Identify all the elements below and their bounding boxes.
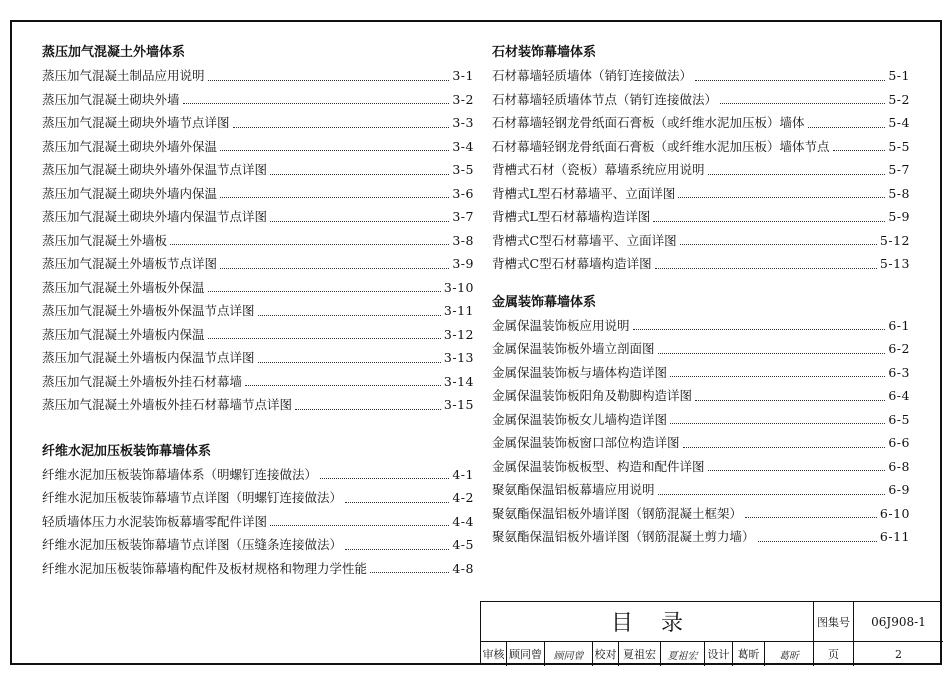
dot-leader bbox=[670, 376, 885, 377]
toc-entry-title: 纤维水泥加压板装饰幕墙构配件及板材规格和物理力学性能 bbox=[42, 560, 368, 576]
toc-entry-page: 3-2 bbox=[452, 91, 474, 107]
toc-entry-title: 纤维水泥加压板装饰幕墙体系（明螺钉连接做法） bbox=[42, 466, 318, 482]
toc-entry-title: 石材幕墙轻钢龙骨纸面石膏板（或纤维水泥加压板）墙体节点 bbox=[492, 138, 830, 154]
toc-entry[interactable] bbox=[492, 314, 910, 338]
toc-entry-title: 蒸压加气混凝土制品应用说明 bbox=[42, 68, 205, 83]
toc-entry[interactable] bbox=[42, 557, 474, 581]
toc-entry-title: 蒸压加气混凝土外墙板外保温节点详图 bbox=[42, 303, 255, 318]
dot-leader bbox=[233, 127, 450, 128]
dot-leader bbox=[683, 447, 886, 448]
toc-entry[interactable] bbox=[42, 393, 474, 417]
toc-entry-page: 4-8 bbox=[452, 560, 474, 576]
toc-entry[interactable] bbox=[492, 158, 910, 182]
section-metal bbox=[492, 292, 910, 549]
dot-leader bbox=[633, 329, 886, 330]
toc-entry[interactable] bbox=[492, 229, 910, 253]
dot-leader bbox=[370, 572, 449, 573]
toc-entry-page: 3-7 bbox=[452, 209, 474, 224]
toc-entry[interactable] bbox=[42, 346, 474, 370]
design-label: 设计 bbox=[705, 642, 733, 666]
toc-entry-page: 3-11 bbox=[443, 303, 474, 318]
toc-entry-page: 3-14 bbox=[443, 373, 474, 389]
dot-leader bbox=[745, 517, 877, 518]
designer-signature: 葛昕 bbox=[765, 642, 814, 666]
toc-entry-title: 石材幕墙轻质墙体（销钉连接做法） bbox=[492, 68, 693, 83]
toc-entry-title: 蒸压加气混凝土砌块外墙 bbox=[42, 91, 180, 107]
toc-entry-title: 聚氨酯保温铝板外墙详图（钢筋混凝土框架） bbox=[492, 505, 743, 521]
toc-entry-page: 3-12 bbox=[443, 326, 474, 342]
section-aac bbox=[42, 42, 474, 417]
toc-entry[interactable] bbox=[492, 252, 910, 276]
toc-entry[interactable] bbox=[42, 486, 474, 510]
toc-entry-page: 6-9 bbox=[888, 482, 910, 497]
toc-entry[interactable] bbox=[492, 361, 910, 385]
dot-leader bbox=[345, 549, 449, 550]
toc-entry-title: 背槽式L型石材幕墙构造详图 bbox=[492, 209, 651, 224]
dot-leader bbox=[320, 478, 449, 479]
dot-leader bbox=[345, 502, 449, 503]
toc-entry-page: 6-11 bbox=[879, 529, 910, 544]
toc-entry[interactable] bbox=[492, 502, 910, 526]
dot-leader bbox=[658, 494, 886, 495]
dot-leader bbox=[758, 541, 877, 542]
toc-entry-page: 4-1 bbox=[452, 466, 474, 482]
toc-entry[interactable] bbox=[42, 158, 474, 182]
dot-leader bbox=[270, 174, 449, 175]
toc-entry-page: 4-5 bbox=[452, 537, 474, 552]
toc-entry-title: 背槽式C型石材幕墙平、立面详图 bbox=[492, 232, 677, 248]
toc-entry-page: 3-5 bbox=[452, 162, 474, 177]
toc-entry-page: 4-2 bbox=[452, 490, 474, 505]
toc-entry-title: 蒸压加气混凝土外墙板外保温 bbox=[42, 279, 205, 295]
toc-entry[interactable] bbox=[492, 205, 910, 229]
proof-label: 校对 bbox=[593, 642, 619, 666]
toc-entry[interactable] bbox=[492, 431, 910, 455]
toc-entry-page: 6-1 bbox=[888, 317, 910, 333]
toc-entry-page: 6-8 bbox=[888, 458, 910, 474]
dot-leader bbox=[708, 174, 886, 175]
toc-entry[interactable] bbox=[42, 205, 474, 229]
toc-entry[interactable] bbox=[42, 229, 474, 253]
toc-entry-page: 6-3 bbox=[888, 364, 910, 380]
toc-entry-title: 金属保温装饰板与墙体构造详图 bbox=[492, 364, 668, 380]
dot-leader bbox=[720, 103, 885, 104]
toc-entry[interactable] bbox=[492, 525, 910, 549]
toc-entry-title: 石材幕墙轻质墙体节点（销钉连接做法） bbox=[492, 91, 718, 107]
toc-entry-page: 5-9 bbox=[888, 209, 910, 224]
dot-leader bbox=[695, 400, 885, 401]
title-block-title: 目录 bbox=[481, 602, 814, 642]
toc-entry-page: 3-6 bbox=[452, 185, 474, 201]
atlas-label: 图集号 bbox=[814, 602, 854, 642]
toc-entry[interactable] bbox=[42, 299, 474, 323]
toc-entry-title: 蒸压加气混凝土外墙板外挂石材幕墙节点详图 bbox=[42, 397, 293, 412]
toc-entry-page: 6-10 bbox=[879, 505, 910, 521]
toc-entry[interactable] bbox=[42, 252, 474, 276]
dot-leader bbox=[208, 291, 441, 292]
atlas-number: 06J908-1 bbox=[854, 602, 943, 642]
toc-entry-title: 金属保温装饰板板型、构造和配件详图 bbox=[492, 458, 705, 474]
toc-entry[interactable] bbox=[492, 408, 910, 432]
toc-entry[interactable] bbox=[42, 370, 474, 394]
dot-leader bbox=[680, 244, 877, 245]
toc-entry[interactable] bbox=[492, 88, 910, 112]
toc-entry-title: 蒸压加气混凝土外墙板外挂石材幕墙 bbox=[42, 373, 243, 389]
toc-entry-title: 聚氨酯保温铝板幕墙应用说明 bbox=[492, 482, 655, 497]
dot-leader bbox=[678, 197, 885, 198]
toc-entry-page: 3-8 bbox=[452, 232, 474, 248]
reviewer-signature: 顾同曾 bbox=[545, 642, 593, 666]
dot-leader bbox=[658, 353, 886, 354]
toc-entry-page: 3-1 bbox=[452, 68, 474, 83]
toc-entry-page: 5-7 bbox=[888, 162, 910, 177]
toc-entry[interactable] bbox=[42, 276, 474, 300]
toc-entry[interactable] bbox=[492, 455, 910, 479]
dot-leader bbox=[170, 244, 449, 245]
section-stone bbox=[492, 42, 910, 276]
toc-entry-page: 5-4 bbox=[888, 115, 910, 130]
dot-leader bbox=[220, 197, 449, 198]
toc-entry-page: 5-2 bbox=[888, 91, 910, 107]
toc-entry[interactable] bbox=[42, 533, 474, 557]
proofer-name: 夏祖宏 bbox=[619, 642, 661, 666]
section-title: 石材装饰幕墙体系 bbox=[492, 45, 597, 60]
toc-entry-title: 纤维水泥加压板装饰幕墙节点详图（压缝条连接做法） bbox=[42, 537, 343, 552]
dot-leader bbox=[695, 80, 885, 81]
toc-entry-title: 蒸压加气混凝土砌块外墙内保温节点详图 bbox=[42, 209, 268, 224]
dot-leader bbox=[295, 409, 441, 410]
toc-entry-title: 蒸压加气混凝土砌块外墙外保温节点详图 bbox=[42, 162, 268, 177]
dot-leader bbox=[208, 338, 441, 339]
toc-entry[interactable] bbox=[42, 182, 474, 206]
dot-leader bbox=[655, 268, 877, 269]
toc-entry-title: 金属保温装饰板窗口部位构造详图 bbox=[492, 435, 680, 450]
toc-entry-title: 背槽式C型石材幕墙构造详图 bbox=[492, 256, 652, 271]
page-label: 页 bbox=[814, 642, 854, 666]
toc-entry[interactable] bbox=[492, 337, 910, 361]
toc-entry[interactable] bbox=[42, 463, 474, 487]
toc-entry-title: 金属保温装饰板阳角及勒脚构造详图 bbox=[492, 388, 693, 403]
toc-entry-page: 3-15 bbox=[443, 397, 474, 412]
section-title: 金属装饰幕墙体系 bbox=[492, 294, 597, 310]
review-label: 审核 bbox=[481, 642, 507, 666]
dot-leader bbox=[808, 127, 886, 128]
toc-entry-page: 3-13 bbox=[443, 350, 474, 365]
toc-entry[interactable] bbox=[42, 88, 474, 112]
dot-leader bbox=[270, 525, 449, 526]
dot-leader bbox=[670, 423, 885, 424]
toc-entry-page: 5-5 bbox=[888, 138, 910, 154]
toc-entry[interactable] bbox=[492, 135, 910, 159]
toc-entry-title: 蒸压加气混凝土砌块外墙内保温 bbox=[42, 185, 218, 201]
signature-row bbox=[481, 642, 943, 666]
toc-entry-title: 纤维水泥加压板装饰幕墙节点详图（明螺钉连接做法） bbox=[42, 490, 343, 505]
toc-entry-page: 3-4 bbox=[452, 138, 474, 154]
toc-entry-page: 5-8 bbox=[888, 185, 910, 201]
section-fiber-cement bbox=[42, 441, 474, 581]
toc-entry-title: 蒸压加气混凝土外墙板节点详图 bbox=[42, 256, 218, 271]
toc-entry-title: 蒸压加气混凝土砌块外墙外保温 bbox=[42, 138, 218, 154]
toc-entry-title: 金属保温装饰板外墙立剖面图 bbox=[492, 341, 655, 356]
dot-leader bbox=[220, 150, 449, 151]
toc-entry-page: 5-1 bbox=[888, 68, 910, 83]
toc-entry-title: 金属保温装饰板应用说明 bbox=[492, 317, 630, 333]
toc-entry-title: 金属保温装饰板女儿墙构造详图 bbox=[492, 411, 668, 427]
toc-entry-title: 蒸压加气混凝土外墙板 bbox=[42, 232, 168, 248]
toc-entry-title: 蒸压加气混凝土外墙板内保温节点详图 bbox=[42, 350, 255, 365]
left-column bbox=[42, 42, 474, 580]
toc-entry-page: 3-3 bbox=[452, 115, 474, 130]
dot-leader bbox=[208, 80, 450, 81]
title-block bbox=[480, 601, 942, 665]
dot-leader bbox=[258, 362, 441, 363]
toc-entry[interactable] bbox=[492, 111, 910, 135]
dot-leader bbox=[183, 103, 450, 104]
toc-entry-title: 聚氨酯保温铝板外墙详图（钢筋混凝土剪力墙） bbox=[492, 529, 755, 544]
dot-leader bbox=[270, 221, 449, 222]
dot-leader bbox=[708, 470, 886, 471]
toc-entry-title: 蒸压加气混凝土砌块外墙节点详图 bbox=[42, 115, 230, 130]
toc-entry-page: 6-6 bbox=[888, 435, 910, 450]
section-title: 纤维水泥加压板装饰幕墙体系 bbox=[42, 443, 212, 459]
toc-entry[interactable] bbox=[42, 135, 474, 159]
toc-entry[interactable] bbox=[42, 64, 474, 88]
right-column bbox=[492, 42, 910, 549]
proofer-signature: 夏祖宏 bbox=[661, 642, 705, 666]
toc-entry[interactable] bbox=[492, 384, 910, 408]
toc-entry-page: 5-13 bbox=[879, 256, 910, 271]
toc-entry-page: 3-9 bbox=[452, 256, 474, 271]
reviewer-name: 顾同曾 bbox=[507, 642, 545, 666]
toc-entry-page: 3-10 bbox=[443, 279, 474, 295]
dot-leader bbox=[220, 268, 449, 269]
toc-entry-page: 4-4 bbox=[452, 513, 474, 529]
dot-leader bbox=[245, 385, 441, 386]
toc-entry-page: 6-2 bbox=[888, 341, 910, 356]
section-title: 蒸压加气混凝土外墙体系 bbox=[42, 45, 186, 60]
toc-entry-title: 石材幕墙轻钢龙骨纸面石膏板（或纤维水泥加压板）墙体 bbox=[492, 115, 805, 130]
designer-name: 葛昕 bbox=[733, 642, 765, 666]
dot-leader bbox=[653, 221, 885, 222]
toc-entry-page: 6-5 bbox=[888, 411, 910, 427]
dot-leader bbox=[833, 150, 886, 151]
toc-entry-title: 背槽式石材（瓷板）幕墙系统应用说明 bbox=[492, 162, 705, 177]
toc-entry[interactable] bbox=[492, 64, 910, 88]
toc-entry[interactable] bbox=[492, 182, 910, 206]
toc-entry[interactable] bbox=[492, 478, 910, 502]
toc-entry[interactable] bbox=[42, 323, 474, 347]
toc-entry[interactable] bbox=[42, 111, 474, 135]
toc-entry-title: 背槽式L型石材幕墙平、立面详图 bbox=[492, 185, 676, 201]
toc-entry[interactable] bbox=[42, 510, 474, 534]
dot-leader bbox=[258, 315, 441, 316]
toc-entry-page: 6-4 bbox=[888, 388, 910, 403]
toc-entry-page: 5-12 bbox=[879, 232, 910, 248]
toc-entry-title: 轻质墙体压力水泥装饰板幕墙零配件详图 bbox=[42, 513, 268, 529]
page-number: 2 bbox=[895, 647, 902, 661]
toc-entry-title: 蒸压加气混凝土外墙板内保温 bbox=[42, 326, 205, 342]
